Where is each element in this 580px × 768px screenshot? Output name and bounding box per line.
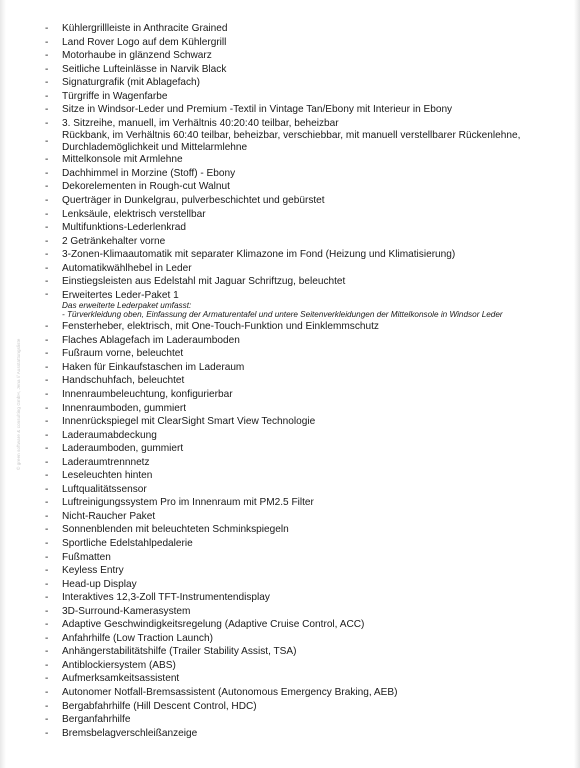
list-item-text: Querträger in Dunkelgrau, pulverbeschichtet und gebürstet bbox=[62, 195, 325, 207]
list-item-text: Automatikwählhebel in Leder bbox=[62, 262, 192, 274]
list-item-text: Laderaumtrennnetz bbox=[62, 456, 150, 468]
list-item-text: Dekorelementen in Rough-cut Walnut bbox=[62, 181, 230, 193]
bullet-dash: - bbox=[45, 646, 49, 658]
bullet-dash: - bbox=[45, 429, 49, 441]
list-item bbox=[45, 510, 565, 524]
list-item-text: Head-up Display bbox=[62, 578, 137, 590]
package-title: Erweitertes Leder-Paket 1 bbox=[62, 289, 179, 301]
list-item-text: Motorhaube in glänzend Schwarz bbox=[62, 50, 212, 62]
list-item bbox=[45, 22, 565, 36]
bullet-dash: - bbox=[45, 538, 49, 549]
list-item-text: Adaptive Geschwindigkeitsregelung (Adaptive Cruise Control, ACC) bbox=[62, 619, 365, 631]
equipment-list bbox=[45, 22, 565, 740]
bullet-dash: - bbox=[45, 154, 49, 166]
list-item-text: Bergabfahrhilfe (Hill Descent Control, HDC) bbox=[62, 700, 257, 712]
list-item-text: Sitze in Windsor-Leder und Premium -Textil in Vintage Tan/Ebony mit Interieur in Ebony bbox=[62, 104, 453, 116]
bullet-dash: - bbox=[45, 510, 49, 522]
list-item bbox=[45, 334, 565, 348]
bullet-dash: - bbox=[45, 262, 49, 274]
bullet-dash: - bbox=[45, 456, 49, 468]
bullet-dash: - bbox=[45, 578, 49, 590]
list-item bbox=[45, 374, 565, 388]
bullet-dash: - bbox=[45, 375, 49, 387]
list-item bbox=[45, 221, 565, 235]
list-item bbox=[45, 672, 565, 686]
bullet-dash: - bbox=[45, 551, 49, 563]
list-item bbox=[45, 496, 565, 510]
list-item bbox=[45, 130, 565, 153]
bullet-dash: - bbox=[45, 235, 49, 247]
list-item-text: Multifunktions-Lederlenkrad bbox=[62, 222, 186, 234]
list-item bbox=[45, 153, 565, 167]
list-item-text: Lenksäule, elektrisch verstellbar bbox=[62, 208, 206, 220]
list-item bbox=[45, 591, 565, 605]
list-item bbox=[45, 320, 565, 334]
bullet-dash: - bbox=[45, 619, 49, 631]
list-item bbox=[45, 275, 565, 289]
bullet-dash: - bbox=[45, 402, 49, 414]
list-item bbox=[45, 36, 565, 50]
list-item-text: Fußraum vorne, beleuchtet bbox=[62, 348, 184, 360]
list-item-text: Innenraumbeleuchtung, konfigurierbar bbox=[62, 388, 233, 400]
package-detail: - Türverkleidung oben, Einfassung der Armaturentafel und untere Seitenverkleidungen der Mittelkonsole in Windsor Leder bbox=[62, 310, 503, 320]
list-item-text: Handschuhfach, beleuchtet bbox=[62, 375, 185, 387]
bullet-dash: - bbox=[45, 249, 49, 261]
list-item-text: Luftqualitätssensor bbox=[62, 483, 147, 495]
list-item bbox=[45, 632, 565, 646]
list-item-text: 3. Sitzreihe, manuell, im Verhältnis 40:20:40 teilbar, beheizbar bbox=[62, 117, 339, 129]
list-item bbox=[45, 103, 565, 117]
list-item bbox=[45, 415, 565, 429]
bullet-dash: - bbox=[45, 470, 49, 482]
bullet-dash: - bbox=[45, 77, 49, 89]
list-item-text: Einstiegsleisten aus Edelstahl mit Jaguar Schriftzug, beleuchtet bbox=[62, 276, 346, 288]
list-item bbox=[45, 180, 565, 194]
list-item bbox=[45, 727, 565, 741]
list-item bbox=[45, 194, 565, 208]
bullet-dash: - bbox=[45, 592, 49, 604]
bullet-dash: - bbox=[45, 117, 49, 129]
list-item-text: Fensterheber, elektrisch, mit One-Touch-Funktion und Einklemmschutz bbox=[62, 321, 379, 333]
list-item bbox=[45, 76, 565, 90]
list-item bbox=[45, 117, 565, 131]
list-item bbox=[45, 618, 565, 632]
list-item bbox=[45, 713, 565, 727]
list-item-text: Anfahrhilfe (Low Traction Launch) bbox=[62, 632, 213, 644]
list-item bbox=[45, 483, 565, 497]
list-item-text: Signaturgrafik (mit Ablagefach) bbox=[62, 77, 201, 89]
list-item-text: Flaches Ablagefach im Laderaumboden bbox=[62, 334, 240, 346]
bullet-dash: - bbox=[45, 483, 49, 495]
list-item bbox=[45, 208, 565, 222]
list-item-text: 3D-Surround-Kamerasystem bbox=[62, 605, 191, 617]
bullet-dash: - bbox=[45, 524, 49, 536]
list-item bbox=[45, 564, 565, 578]
list-item-text: 2 Getränkehalter vorne bbox=[62, 235, 166, 247]
list-item bbox=[45, 361, 565, 375]
page-edge-right bbox=[574, 0, 580, 768]
list-item bbox=[45, 248, 565, 262]
list-item bbox=[45, 90, 565, 104]
bullet-dash: - bbox=[45, 361, 49, 373]
list-item-text: Interaktives 12,3-Zoll TFT-Instrumentendisplay bbox=[62, 592, 270, 604]
vertical-watermark: © green software & consulting GmbH, Jena // Ausstattungsliste bbox=[16, 338, 21, 470]
bullet-dash: - bbox=[45, 565, 49, 577]
bullet-dash: - bbox=[45, 104, 49, 116]
bullet-dash: - bbox=[45, 727, 49, 739]
list-item bbox=[45, 429, 565, 443]
list-item bbox=[45, 700, 565, 714]
list-item-text: Haken für Einkaufstaschen im Laderaum bbox=[62, 361, 245, 373]
list-item-text: Kühlergrillleiste in Anthracite Grained bbox=[62, 23, 228, 34]
bullet-dash: - bbox=[45, 288, 49, 300]
bullet-dash: - bbox=[45, 276, 49, 288]
list-item bbox=[45, 605, 565, 619]
list-item-text: Sportliche Edelstahlpedalerie bbox=[62, 538, 193, 549]
list-item bbox=[45, 388, 565, 402]
bullet-dash: - bbox=[45, 321, 49, 333]
bullet-dash: - bbox=[45, 632, 49, 644]
bullet-dash: - bbox=[45, 195, 49, 207]
list-item bbox=[45, 49, 565, 63]
list-item-text: 3-Zonen-Klimaautomatik mit separater Klimazone im Fond (Heizung und Klimatisierung) bbox=[62, 249, 456, 261]
list-item bbox=[45, 578, 565, 592]
list-item-text: Laderaumabdeckung bbox=[62, 429, 157, 441]
list-item-text: Dachhimmel in Morzine (Stoff) - Ebony bbox=[62, 167, 236, 179]
list-item-text: Innenrückspiegel mit ClearSight Smart View Technologie bbox=[62, 416, 316, 428]
list-item-text: Sonnenblenden mit beleuchteten Schminkspiegeln bbox=[62, 524, 289, 536]
bullet-dash: - bbox=[45, 208, 49, 220]
list-item bbox=[45, 551, 565, 565]
bullet-dash: - bbox=[45, 136, 49, 148]
bullet-dash: - bbox=[45, 50, 49, 62]
list-item-text: Mittelkonsole mit Armlehne bbox=[62, 154, 183, 166]
bullet-dash: - bbox=[45, 36, 49, 48]
bullet-dash: - bbox=[45, 63, 49, 75]
list-item-text: Luftreinigungssystem Pro im Innenraum mit PM2.5 Filter bbox=[62, 497, 314, 509]
list-item bbox=[45, 659, 565, 673]
bullet-dash: - bbox=[45, 714, 49, 726]
bullet-dash: - bbox=[45, 167, 49, 179]
bullet-dash: - bbox=[45, 605, 49, 617]
list-item bbox=[45, 456, 565, 470]
bullet-dash: - bbox=[45, 659, 49, 671]
list-item bbox=[45, 167, 565, 181]
list-item-text: Seitliche Lufteinlässe in Narvik Black bbox=[62, 63, 227, 75]
list-item-text: Autonomer Notfall-Bremsassistent (Autonomous Emergency Braking, AEB) bbox=[62, 687, 398, 699]
list-item-text: Keyless Entry bbox=[62, 565, 124, 577]
list-item bbox=[45, 235, 565, 249]
bullet-dash: - bbox=[45, 700, 49, 712]
list-item bbox=[45, 402, 565, 416]
list-item-text: Aufmerksamkeitsassistent bbox=[62, 673, 180, 685]
list-item-text: Innenraumboden, gummiert bbox=[62, 402, 186, 414]
bullet-dash: - bbox=[45, 23, 49, 34]
list-item bbox=[45, 442, 565, 456]
list-item-text: Anhängerstabilitätshilfe (Trailer Stability Assist, TSA) bbox=[62, 646, 297, 658]
list-item-text: Antiblockiersystem (ABS) bbox=[62, 659, 176, 671]
bullet-dash: - bbox=[45, 687, 49, 699]
list-item bbox=[45, 645, 565, 659]
page-edge-left bbox=[0, 0, 6, 768]
list-item-text: Berganfahrhilfe bbox=[62, 714, 131, 726]
bullet-dash: - bbox=[45, 90, 49, 102]
list-item-text: Bremsbelagverschleißanzeige bbox=[62, 727, 198, 739]
bullet-dash: - bbox=[45, 348, 49, 360]
list-item-text: Laderaumboden, gummiert bbox=[62, 443, 184, 455]
list-item bbox=[45, 523, 565, 537]
list-item bbox=[45, 262, 565, 276]
list-item-text: Fußmatten bbox=[62, 551, 111, 563]
bullet-dash: - bbox=[45, 222, 49, 234]
list-item-text: Nicht-Raucher Paket bbox=[62, 510, 156, 522]
list-item bbox=[45, 63, 565, 77]
list-item bbox=[45, 469, 565, 483]
list-item-text: Land Rover Logo auf dem Kühlergrill bbox=[62, 36, 227, 48]
bullet-dash: - bbox=[45, 443, 49, 455]
bullet-dash: - bbox=[45, 334, 49, 346]
bullet-dash: - bbox=[45, 181, 49, 193]
list-item-text: Türgriffe in Wagenfarbe bbox=[62, 90, 168, 102]
list-item-text: Rückbank, im Verhältnis 60:40 teilbar, beheizbar, verschiebbar, mit manuell verstellbarer Rückenlehne, Durchlademöglichkeit und Mittelarmlehne bbox=[62, 130, 521, 153]
bullet-dash: - bbox=[45, 388, 49, 400]
package-intro: Das erweiterte Lederpaket umfasst: bbox=[62, 300, 192, 310]
bullet-dash: - bbox=[45, 497, 49, 509]
list-item bbox=[45, 347, 565, 361]
list-item bbox=[45, 686, 565, 700]
list-item-text: Leseleuchten hinten bbox=[62, 470, 153, 482]
bullet-dash: - bbox=[45, 416, 49, 428]
package-item bbox=[45, 289, 565, 320]
bullet-dash: - bbox=[45, 673, 49, 685]
list-item bbox=[45, 537, 565, 551]
